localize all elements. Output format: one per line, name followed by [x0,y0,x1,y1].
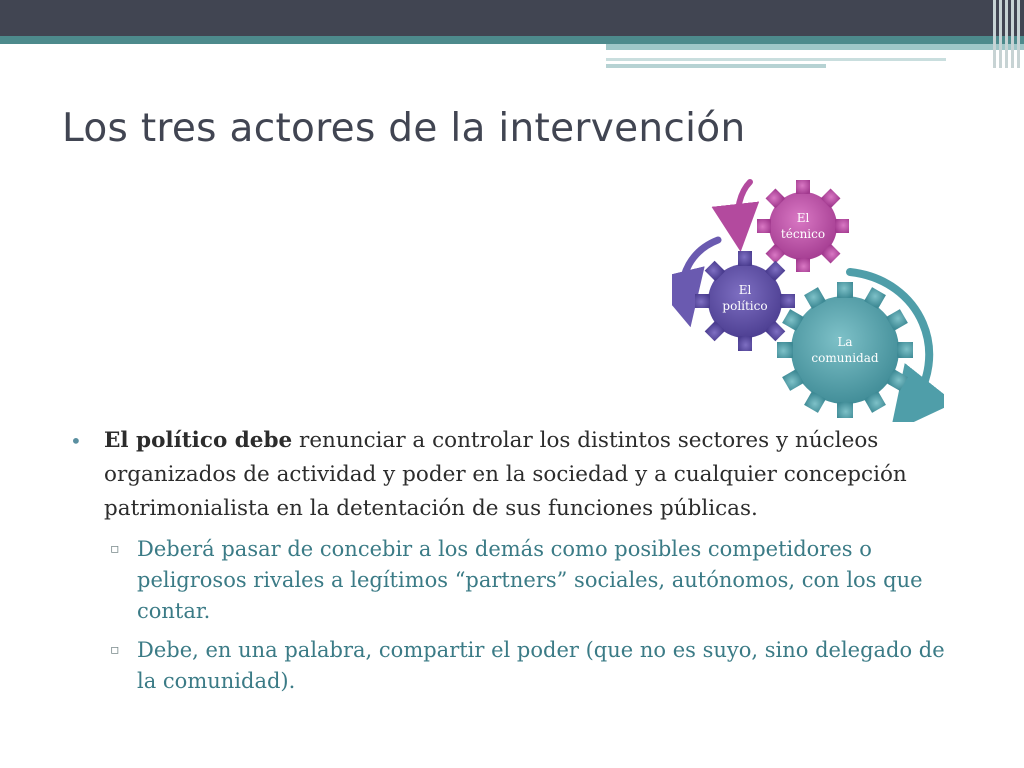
sub-bullet-text: Deberá pasar de concebir a los demás como posibles competidores o peligrosos rivales a legítimos “partners” sociales, autónomos, con los que contar. [137,537,923,623]
bullet-dot-icon: • [70,429,82,453]
actors-gear-diagram [672,170,944,422]
gear-tecnico [757,180,849,272]
header-bar [0,0,1024,36]
sub-bullet-text: Debe, en una palabra, compartir el poder (que no es suyo, sino delegado de la comunidad). [137,638,945,693]
header-decor-line [606,64,826,68]
header-decor-line [606,44,1024,50]
gear-comunidad [777,282,913,418]
bullet-text: renunciar a controlar los distintos sectores y núcleos organizados de actividad y poder en la sociedad y a cualquier concepción patrimonialista en la detentación de sus funciones públicas. [104,428,907,521]
sub-bullet-item [70,635,970,697]
square-bullet-icon: ▫ [110,541,120,557]
gear-label-line2: técnico [780,227,826,241]
gear-label-line2: político [722,299,768,313]
slide-body [70,424,970,697]
bullet-item [70,424,970,526]
gear-label-line1: El [738,283,752,297]
gear-politico [695,251,795,351]
cycle-arrow [738,182,751,228]
gear-label-line1: La [837,335,853,349]
header-accent-band [0,36,1024,44]
sub-bullet-item [70,534,970,627]
header-decor-line [606,58,946,61]
slide-title: Los tres actores de la intervención [62,106,746,151]
gear-label-line1: El [796,211,810,225]
header-decor-stripes [992,0,1024,68]
square-bullet-icon: ▫ [110,642,120,658]
gear-label-line2: comunidad [811,351,879,365]
bullet-bold-text: El político debe [104,428,293,453]
